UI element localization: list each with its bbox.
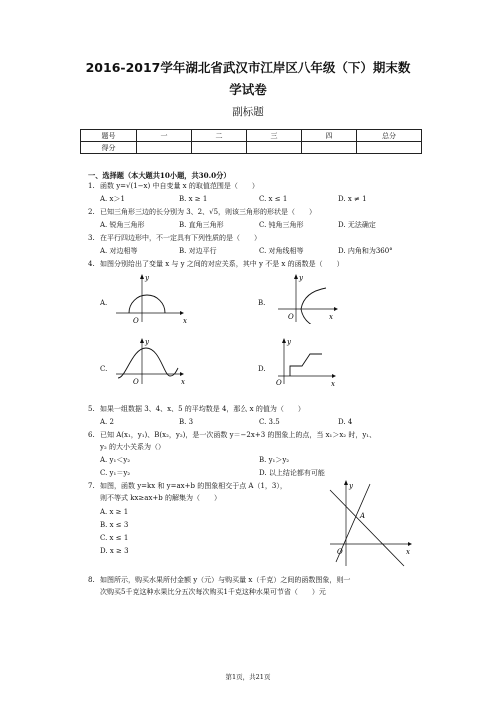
question-5 [88, 405, 305, 414]
origin-label: O [276, 379, 282, 386]
option-d[interactable]: D. 内角和为360° [338, 247, 393, 255]
graph-q7 [326, 478, 416, 570]
question-text: 如图，函数 y=kx 和 y=ax+b 的图象相交于点 A（1，3）， [100, 482, 287, 490]
option-c[interactable]: C. 对角线相等 [259, 247, 304, 255]
score-row-label: 得分 [81, 142, 137, 154]
score-table [80, 129, 422, 154]
score-cell[interactable] [302, 142, 357, 154]
graph-c [112, 336, 187, 386]
score-header-cell: 题号 [81, 130, 137, 142]
option-b[interactable]: B. x ≥ 1 [179, 195, 208, 203]
question-number: 6. [88, 431, 95, 439]
option-d[interactable]: D. x ≠ 1 [338, 195, 367, 203]
score-header-cell: 总分 [357, 130, 422, 142]
option-c[interactable]: C. x ≤ 1 [259, 195, 288, 203]
question-number: 5. [88, 405, 95, 413]
doc-title-line2: 学试卷 [229, 82, 267, 97]
option-a[interactable]: A. 锐角三角形 [100, 221, 145, 229]
origin-label: O [337, 548, 343, 556]
score-cell[interactable] [192, 142, 247, 154]
score-table-score-row [81, 142, 422, 154]
page-footer: 第1页，共21页 [225, 673, 271, 681]
question-4 [88, 260, 344, 269]
question-6-continued: y₂ 的大小关系为（） [100, 443, 165, 451]
option-b[interactable]: B. [258, 299, 266, 307]
origin-label: O [133, 317, 139, 324]
x-axis-label: x [183, 317, 187, 324]
option-b[interactable]: B. 3 [179, 418, 194, 426]
question-text: 在平行四边形中，不一定具有下列性质的是（ ） [100, 234, 261, 242]
question-number: 4. [88, 260, 95, 268]
score-header-cell: 三 [247, 130, 302, 142]
option-b[interactable]: B. 对边平行 [179, 247, 217, 255]
option-b[interactable]: B. x ≤ 3 [100, 521, 129, 529]
score-cell[interactable] [357, 142, 422, 154]
question-text: 已知三角形三边的长分别为 3、2、√5，则该三角形的形状是（ ） [100, 208, 317, 216]
question-number: 3. [88, 234, 95, 242]
doc-title-line1: 2016-2017学年湖北省武汉市江岸区八年级（下）期末数 [85, 60, 411, 75]
option-c[interactable]: C. x ≤ 1 [100, 534, 129, 542]
question-8 [88, 576, 350, 585]
option-d[interactable]: D. 无法确定 [338, 221, 376, 229]
y-axis-label: y [287, 338, 291, 346]
option-c[interactable]: C. [100, 365, 108, 373]
graph-a [112, 272, 187, 324]
question-7 [88, 482, 287, 491]
question-text: 函数 y=√(1−x) 中自变量 x 的取值范围是（ ） [100, 182, 259, 190]
doc-subtitle: 副标题 [232, 106, 264, 118]
question-3 [88, 234, 261, 243]
graph-d [274, 336, 339, 386]
question-6 [88, 431, 376, 440]
question-2 [88, 208, 316, 217]
option-a[interactable]: A. x＞1 [100, 195, 125, 203]
question-text: 如图所示，购买水果所付金额 y（元）与购买量 x（千克）之间的函数图象，则一 [100, 576, 351, 584]
option-b[interactable]: B. y₁＞y₂ [259, 456, 290, 464]
x-axis-label: x [181, 378, 185, 386]
score-cell[interactable] [247, 142, 302, 154]
y-axis-label: y [299, 274, 303, 282]
origin-label: O [133, 378, 139, 386]
option-a[interactable]: A. x ≥ 1 [100, 508, 129, 516]
origin-label: O [288, 313, 294, 321]
option-a[interactable]: A. 对边相等 [100, 247, 138, 255]
point-a-label: A [360, 512, 366, 520]
y-axis-label: y [145, 338, 149, 346]
question-8-continued: 次购买5千克这种水果比分五次每次购买1千克这种水果可节省（ ）元 [100, 588, 326, 596]
option-d[interactable]: D. 4 [338, 418, 353, 426]
question-text: 如图分别给出了变量 x 与 y 之间的对应关系，其中 y 不是 x 的函数是（ ） [100, 260, 344, 268]
x-axis-label: x [329, 313, 333, 321]
question-number: 1. [88, 182, 95, 190]
score-table-header-row [81, 130, 422, 142]
question-7-continued: 则不等式 kx≥ax+b 的解集为（ ） [100, 494, 221, 502]
option-c[interactable]: C. y₁＝y₂ [100, 469, 131, 477]
score-header-cell: 四 [302, 130, 357, 142]
y-axis-label: y [145, 274, 149, 282]
option-a[interactable]: A. y₁＜y₂ [100, 456, 131, 464]
section-heading: 一、选择题（本大题共10小题，共30.0分） [88, 171, 231, 180]
option-c[interactable]: C. 3.5 [259, 418, 280, 426]
y-axis-label: y [349, 482, 353, 490]
option-d[interactable]: D. 以上结论都有可能 [259, 469, 325, 477]
option-c[interactable]: C. 钝角三角形 [259, 221, 304, 229]
option-d[interactable]: D. [258, 365, 266, 373]
question-number: 2. [88, 208, 95, 216]
x-axis-label: x [406, 548, 410, 556]
x-axis-label: x [331, 380, 335, 386]
score-header-cell: 一 [137, 130, 192, 142]
question-number: 7. [88, 482, 95, 490]
option-d[interactable]: D. x ≥ 3 [100, 547, 129, 555]
score-cell[interactable] [137, 142, 192, 154]
score-header-cell: 二 [192, 130, 247, 142]
option-a[interactable]: A. [100, 299, 108, 307]
question-number: 8. [88, 576, 95, 584]
question-1 [88, 182, 259, 191]
option-b[interactable]: B. 直角三角形 [179, 221, 224, 229]
option-a[interactable]: A. 2 [100, 418, 114, 426]
question-text: 已知 A(x₁，y₁)、B(x₂，y₂)，是一次函数 y＝−2x+3 的图象上的点，当 x₁＞x₂ 时，y₁、 [100, 431, 377, 439]
question-text: 如果一组数据 3、4、x、5 的平均数是 4，那么 x 的值为（ ） [100, 405, 305, 413]
graph-b [274, 272, 339, 324]
